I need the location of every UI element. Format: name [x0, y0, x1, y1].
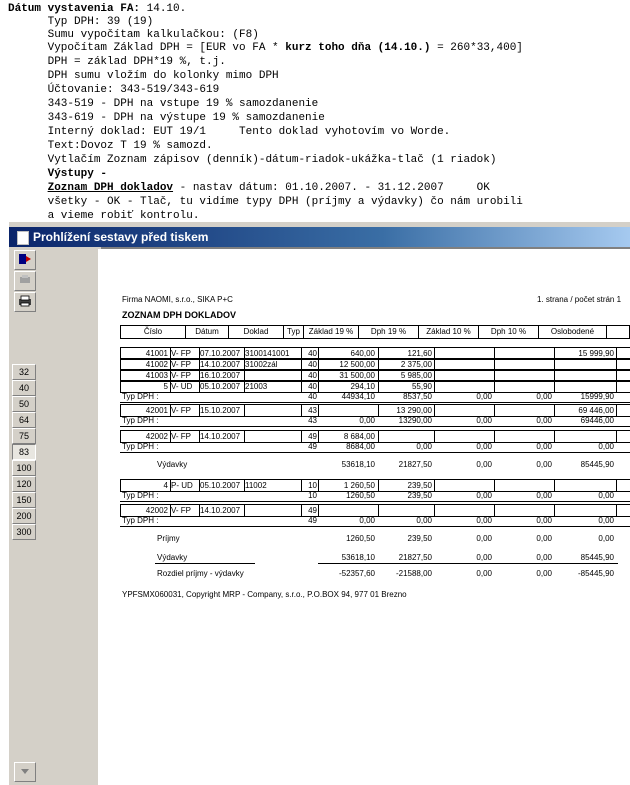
print-button[interactable] [14, 292, 36, 312]
total-rule [120, 402, 630, 403]
cell-datum: 14.10.2007 [200, 360, 241, 369]
total-rule [120, 426, 630, 427]
total-typ: 49 [308, 442, 317, 451]
cell-datum: 05.10.2007 [200, 481, 241, 490]
cell-divider [244, 430, 245, 442]
total-typ: 40 [308, 392, 317, 401]
cell-doklad: 3100141001 [245, 349, 290, 358]
zoom-120-button[interactable]: 120 [12, 476, 36, 492]
doc-line: Interný doklad: EUT 19/1 Tento doklad vyhotovím vo Worde. [8, 126, 451, 138]
total-oslobodene: 69446,00 [580, 416, 614, 425]
cell-typ: 40 [308, 349, 317, 358]
total-zaklad19: 0,00 [359, 516, 375, 525]
prijmy-oslobodene: 0,00 [598, 534, 614, 543]
cell-typ: 49 [308, 432, 317, 441]
column-cislo: Číslo [120, 325, 186, 339]
column-datum: Dátum [185, 325, 229, 339]
cell-zaklad19: 12 500,00 [339, 360, 375, 369]
doc-line: a vieme robiť kontrolu. [8, 210, 200, 222]
total-dph10: 0,00 [536, 516, 552, 525]
cell-zaklad19: 8 684,00 [343, 432, 375, 441]
vydavky-2-zaklad19: 53618,10 [341, 553, 375, 562]
doc-line: Vytlačím Zoznam zápisov (denník)-dátum-riadok-ukážka-tlač (1 riadok) [8, 154, 497, 166]
cell-datum: 14.10.2007 [200, 506, 241, 515]
doc-underline: Zoznam DPH dokladov [47, 182, 174, 194]
total-typ: 43 [308, 416, 317, 425]
column-dph19: Dph 19 % [358, 325, 419, 339]
rozdiel-dph10: 0,00 [536, 569, 552, 578]
zoom-50-button[interactable]: 50 [12, 396, 36, 412]
column-zaklad19: Základ 19 % [303, 325, 359, 339]
cell-datum: 16.10.2007 [200, 371, 241, 380]
cell-typ: 40 [308, 371, 317, 380]
doc-line: Sumu vypočítam kalkulačkou: (F8) [8, 29, 259, 41]
zoom-300-button[interactable]: 300 [12, 524, 36, 540]
instruction-text [0, 0, 630, 222]
doc-line: Text:Dovoz T 19 % samozd. [8, 140, 213, 152]
column-extra [606, 325, 630, 339]
cell-cislo: 41001 [145, 349, 168, 358]
doc-line: Dátum vystavenia FA: 14.10. [8, 3, 187, 15]
total-dph19: 13290,00 [398, 416, 432, 425]
cell-doklad: 31002zál [245, 360, 278, 369]
total-typ: 49 [308, 516, 317, 525]
cell-zaklad19: 294,10 [350, 382, 375, 391]
cell-divider [616, 504, 617, 516]
column-zaklad10: Základ 10 % [418, 325, 479, 339]
cell-cislo: 42001 [145, 406, 168, 415]
arrow-down-icon [18, 765, 32, 777]
report-title: ZOZNAM DPH DOKLADOV [122, 310, 236, 320]
cell-typ: 43 [308, 406, 317, 415]
total-dph10: 0,00 [536, 442, 552, 451]
cell-doklad: 21003 [245, 382, 268, 391]
zoom-83-button[interactable]: 83 [12, 444, 36, 460]
total-zaklad19: 8684,00 [346, 442, 375, 451]
vydavky-2-dph19: 21827,50 [398, 553, 432, 562]
total-rule [120, 526, 630, 527]
exit-button[interactable] [14, 250, 36, 270]
window-titlebar[interactable] [9, 227, 630, 247]
total-typ: 10 [308, 491, 317, 500]
cell-cislo: 4 [163, 481, 168, 490]
cell-divider [244, 504, 245, 516]
page-info: 1. strana / počet strán 1 [537, 295, 622, 304]
vydavky-2-dph10: 0,00 [536, 553, 552, 562]
zoom-150-button[interactable]: 150 [12, 492, 36, 508]
zoom-100-button[interactable]: 100 [12, 460, 36, 476]
doc-line: 343-519 - DPH na vstupe 19 % samozdanenie [8, 98, 319, 110]
cell-druh: V- FP [171, 360, 192, 369]
total-dph19: 0,00 [416, 516, 432, 525]
scroll-bottom-button[interactable] [14, 762, 36, 782]
total-zaklad10: 0,00 [476, 442, 492, 451]
cell-zaklad19: 640,00 [350, 349, 375, 358]
total-zaklad10: 0,00 [476, 416, 492, 425]
prijmy-dph19: 239,50 [407, 534, 432, 543]
doc-bold-text: Dátum vystavenia FA: [8, 3, 141, 15]
cell-cislo: 5 [163, 382, 168, 391]
total-zaklad10: 0,00 [476, 491, 492, 500]
total-dph10: 0,00 [536, 491, 552, 500]
total-zaklad19: 1260,50 [346, 491, 375, 500]
column-typ: Typ [283, 325, 304, 339]
print-disabled-icon [18, 274, 32, 286]
vydavky-1-dph10: 0,00 [536, 460, 552, 469]
zoom-32-button[interactable]: 32 [12, 364, 36, 380]
total-zaklad19: 44934,10 [341, 392, 375, 401]
total-label: Typ DPH : [122, 392, 159, 401]
rozdiel-dph19: -21588,00 [395, 569, 432, 578]
prijmy-label: Príjmy [157, 534, 180, 543]
doc-line [8, 167, 107, 181]
rozdiel-zaklad19: -52357,60 [338, 569, 375, 578]
vydavky-1-oslobodene: 85445,90 [580, 460, 614, 469]
cell-dph19: 2 375,00 [400, 360, 432, 369]
cell-oslobodene: 15 999,90 [578, 349, 614, 358]
cell-druh: V- FP [171, 506, 192, 515]
cell-divider [616, 404, 617, 416]
summary-rule [155, 563, 255, 564]
cell-datum: 05.10.2007 [200, 382, 241, 391]
doc-line: Typ DPH: 39 (19) [8, 16, 154, 28]
cell-cislo: 41003 [145, 371, 168, 380]
doc-line: Vypočítam Základ DPH = [EUR vo FA * kurz toho dňa (14.10.) = 260*33,400] [8, 42, 523, 54]
cell-dph19: 239,50 [407, 481, 432, 490]
cell-druh: V- FP [171, 432, 192, 441]
cell-typ: 10 [308, 481, 317, 490]
cell-druh: V- FP [171, 371, 192, 380]
column-doklad: Doklad [228, 325, 284, 339]
preview-toolbar [9, 247, 37, 785]
zoom-40-button[interactable]: 40 [12, 380, 36, 396]
cell-cislo: 42002 [145, 506, 168, 515]
cell-divider [616, 430, 617, 442]
cell-datum: 07.10.2007 [200, 349, 241, 358]
prijmy-zaklad19: 1260,50 [346, 534, 375, 543]
exit-icon [18, 253, 32, 265]
doc-bold-text: kurz toho dňa (14.10.) [285, 42, 431, 54]
vydavky-1-zaklad19: 53618,10 [341, 460, 375, 469]
total-zaklad19: 0,00 [359, 416, 375, 425]
cell-typ: 40 [308, 382, 317, 391]
vydavky-1-zaklad10: 0,00 [476, 460, 492, 469]
total-label: Typ DPH : [122, 442, 159, 451]
window-title: Prohlížení sestavy před tiskem [33, 230, 209, 244]
cell-typ: 49 [308, 506, 317, 515]
zoom-75-button[interactable]: 75 [12, 428, 36, 444]
prijmy-dph10: 0,00 [536, 534, 552, 543]
vydavky-2-oslobodene: 85445,90 [580, 553, 614, 562]
printer-icon [18, 295, 32, 307]
zoom-64-button[interactable]: 64 [12, 412, 36, 428]
doc-bold-text: Výstupy - [47, 168, 108, 180]
column-dph10: Dph 10 % [478, 325, 539, 339]
cell-dph19: 13 290,00 [396, 406, 432, 415]
cell-doklad: 11002 [245, 481, 267, 490]
cell-druh: V- FP [171, 349, 192, 358]
vydavky-1-dph19: 21827,50 [398, 460, 432, 469]
total-zaklad10: 0,00 [476, 516, 492, 525]
vydavky-1-label: Výdavky [157, 460, 188, 469]
doc-line: 343-619 - DPH na výstupe 19 % samozdanenie [8, 112, 325, 124]
cell-datum: 15.10.2007 [200, 406, 241, 415]
total-oslobodene: 0,00 [598, 442, 614, 451]
total-rule [120, 501, 630, 502]
prijmy-zaklad10: 0,00 [476, 534, 492, 543]
report-footer: YPFSMX060031, Copyright MRP - Company, s.r.o., P.O.BOX 94, 977 01 Brezno [122, 590, 407, 599]
doc-line: všetky - OK - Tlač, tu vidíme typy DPH (príjmy a výdavky) čo nám urobili [8, 196, 523, 208]
total-dph19: 239,50 [407, 491, 432, 500]
cell-dph19: 121,60 [407, 349, 432, 358]
doc-line: Účtovanie: 343-519/343-619 [8, 84, 220, 96]
cell-druh: V- FP [171, 406, 192, 415]
cell-druh: P- UD [171, 481, 193, 490]
cell-zaklad19: 1 260,50 [343, 481, 375, 490]
vydavky-2-zaklad10: 0,00 [476, 553, 492, 562]
doc-link-text [48, 182, 173, 194]
total-rule [120, 452, 630, 453]
vydavky-2-label: Výdavky [157, 553, 188, 562]
cell-datum: 14.10.2007 [200, 432, 241, 441]
total-zaklad10: 0,00 [476, 392, 492, 401]
doc-line: DPH sumu vložím do kolonky mimo DPH [8, 70, 279, 82]
total-dph19: 8537,50 [403, 392, 432, 401]
rozdiel-oslobodene: -85445,90 [577, 569, 614, 578]
doc-line: Zoznam DPH dokladov - nastav dátum: 01.10.2007. - 31.12.2007 OK [47, 182, 490, 194]
cell-zaklad19: 31 500,00 [339, 371, 375, 380]
cell-divider [244, 404, 245, 416]
cell-typ: 40 [308, 360, 317, 369]
total-dph10: 0,00 [536, 392, 552, 401]
cell-druh: V- UD [171, 382, 193, 391]
zoom-200-button[interactable]: 200 [12, 508, 36, 524]
total-oslobodene: 0,00 [598, 491, 614, 500]
total-oslobodene: 15999,90 [580, 392, 614, 401]
cell-oslobodene: 69 446,00 [578, 406, 614, 415]
rozdiel-label: Rozdiel príjmy - výdavky [157, 569, 244, 578]
doc-line: DPH = základ DPH*19 %, t.j. [8, 56, 226, 68]
rozdiel-zaklad10: 0,00 [476, 569, 492, 578]
firm-name: Firma NAOMI, s.r.o., SIKA P+C [122, 295, 233, 304]
cell-dph19: 55,90 [411, 382, 432, 391]
total-label: Typ DPH : [122, 491, 159, 500]
cell-cislo: 41002 [145, 360, 168, 369]
total-label: Typ DPH : [122, 416, 159, 425]
cell-cislo: 42002 [145, 432, 168, 441]
total-dph19: 0,00 [416, 442, 432, 451]
cell-dph19: 5 985,00 [400, 371, 432, 380]
summary-rule-2 [318, 563, 618, 564]
cell-divider [616, 380, 617, 392]
total-label: Typ DPH : [122, 516, 159, 525]
cell-divider [616, 479, 617, 491]
print-setup-button[interactable] [14, 271, 36, 291]
column-oslobodene: Oslobodené [538, 325, 607, 339]
document-icon [17, 231, 29, 245]
total-oslobodene: 0,00 [598, 516, 614, 525]
total-dph10: 0,00 [536, 416, 552, 425]
